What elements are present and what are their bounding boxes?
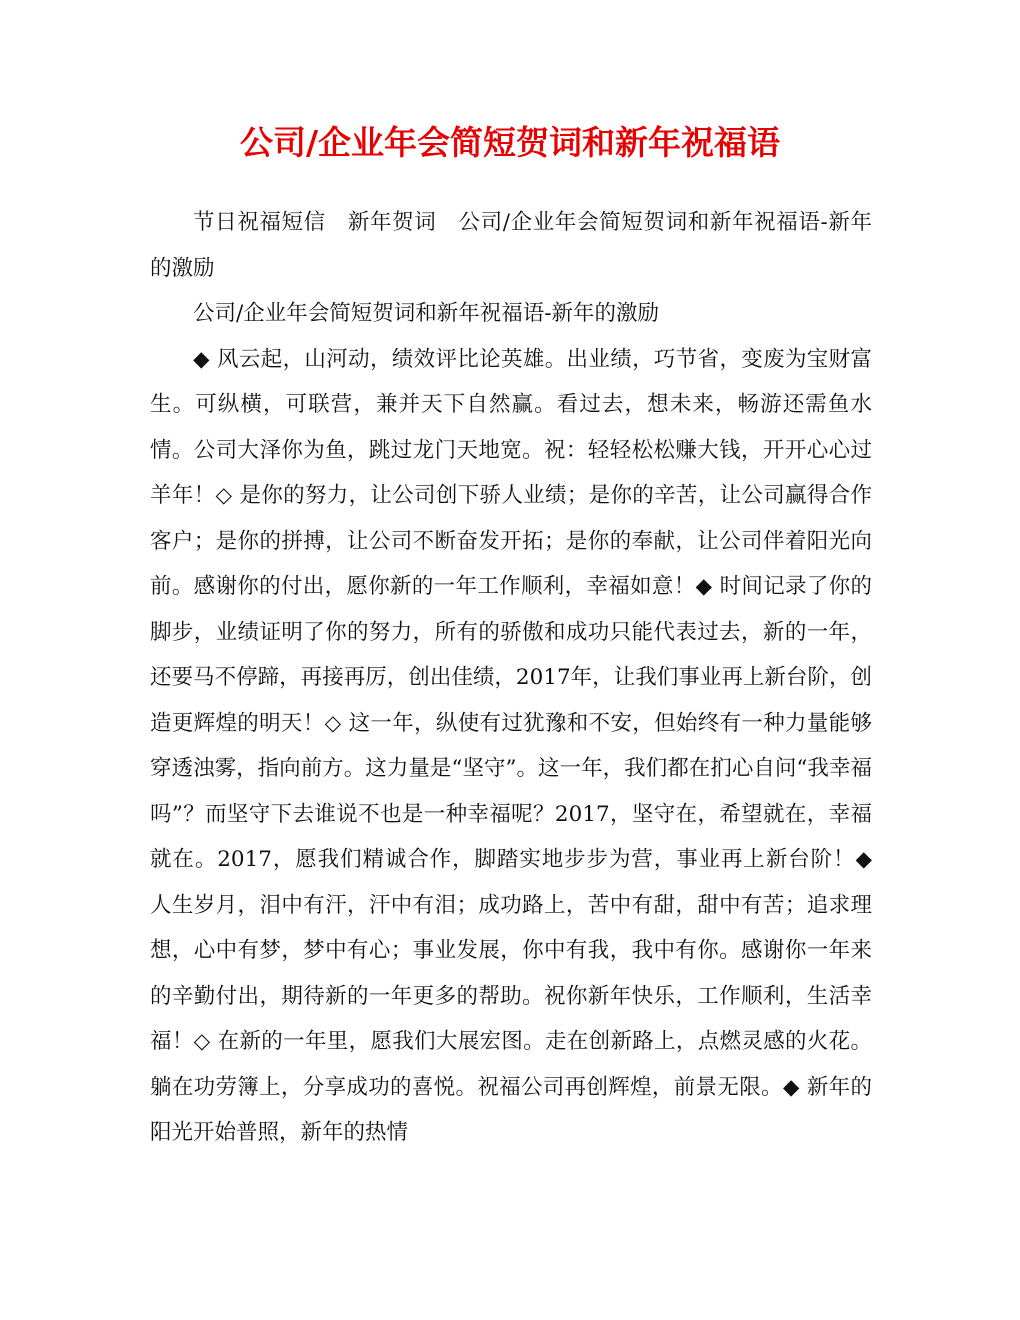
- paragraph-subtitle: 公司/企业年会简短贺词和新年祝福语-新年的激励: [193, 301, 660, 326]
- document-body: [150, 200, 872, 1156]
- document-title: 公司/企业年会简短贺词和新年祝福语: [239, 123, 781, 162]
- paragraph-main: ◆ 风云起，山河动，绩效评比论英雄。出业绩，巧节省，变废为宝财富生。可纵横，可联营，兼并天下自然赢。看过去，想未来，畅游还需鱼水情。公司大泽你为鱼，跳过龙门天地宽。祝：轻轻松松赚大钱，开开心心过羊年！◇ 是你的努力，让公司创下骄人业绩；是你的辛苦，让公司赢得合作客户；是你的拼搏，让公司不断奋发开拓；是你的奉献，让公司伴着阳光向前。感谢你的付出，愿你新的一年工作顺利，幸福如意！◆ 时间记录了你的脚步，业绩证明了你的努力，所有的骄傲和成功只能代表过去，新的一年，还要马不停蹄，再接再厉，创出佳绩，2017年，让我们事业再上新台阶，创造更辉煌的明天！◇ 这一年，纵使有过犹豫和不安，但始终有一种力量能够穿透浊雾，指向前方。这力量是“坚守”。这一年，我们都在扪心自问“我幸福吗”？而坚守下去谁说不也是一种幸福呢？2017，坚守在，希望就在，幸福就在。2017，愿我们精诚合作，脚踏实地步步为营，事业再上新台阶！◆ 人生岁月，泪中有汗，汗中有泪；成功路上，苦中有甜，甜中有苦；追求理想，心中有梦，梦中有心；事业发展，你中有我，我中有你。感谢你一年来的辛勤付出，期待新的一年更多的帮助。祝你新年快乐，工作顺利，生活幸福！◇ 在新的一年里，愿我们大展宏图。走在创新路上，点燃灵感的火花。躺在功劳簿上，分享成功的喜悦。祝福公司再创辉煌，前景无限。◆ 新年的阳光开始普照，新年的热情: [150, 346, 872, 1145]
- paragraph-breadcrumb: 节日祝福短信 新年贺词 公司/企业年会简短贺词和新年祝福语-新年的激励: [150, 210, 872, 281]
